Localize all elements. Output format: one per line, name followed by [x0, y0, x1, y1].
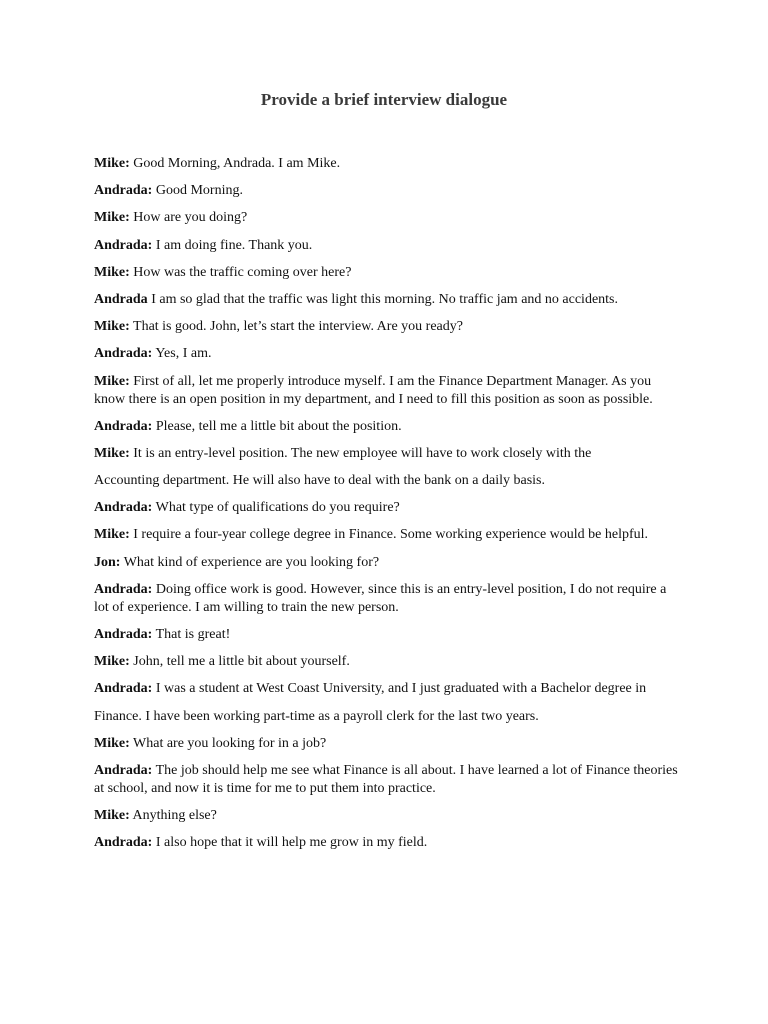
utterance-text: That is great! — [152, 627, 231, 642]
utterance-text: Accounting department. He will also have to deal with the bank on a daily basis. — [94, 473, 545, 489]
dialogue-line — [94, 762, 684, 798]
utterance-text: The job should help me see what Finance is all about. I have learned a lot of Finance theories at school, and now it is time for me to put them into practice. — [94, 762, 678, 796]
speaker-name: Jon: — [94, 554, 121, 570]
utterance-text: What are you looking for in a job? — [129, 735, 327, 751]
dialogue-line — [94, 526, 684, 544]
dialogue-line — [94, 472, 684, 490]
speaker-name: Mike: — [94, 264, 130, 280]
speaker-name: Mike: — [94, 210, 130, 226]
dialogue-line — [94, 373, 684, 409]
dialogue-line — [94, 291, 684, 309]
utterance-text: I am so glad that the traffic was light this morning. No traffic jam and no accidents. — [147, 291, 618, 307]
dialogue-line — [94, 318, 684, 336]
speaker-name: Andrada: — [94, 500, 153, 516]
utterance-text: It is an entry-level position. The new employee will have to work closely with the — [129, 445, 592, 461]
utterance-text: What type of qualifications do you require? — [152, 500, 400, 516]
dialogue-line — [94, 680, 684, 698]
speaker-name: Andrada: — [94, 681, 153, 697]
utterance-text: How are you doing? — [129, 210, 248, 226]
dialogue-line — [94, 264, 684, 282]
utterance-text: Good Morning. — [152, 183, 243, 199]
speaker-name: Andrada: — [94, 835, 153, 851]
utterance-text: That is good. John, let’s start the interview. Are you ready? — [129, 319, 463, 335]
speaker-name: Mike: — [94, 735, 130, 751]
speaker-name: Mike: — [94, 156, 130, 171]
dialogue-line — [94, 581, 684, 617]
utterance-text: Anything else? — [129, 808, 217, 824]
utterance-text: John, tell me a little bit about yourself. — [129, 654, 350, 670]
speaker-name: Andrada: — [94, 183, 153, 199]
speaker-name: Andrada — [94, 291, 148, 307]
document-title: Provide a brief interview dialogue — [260, 90, 508, 109]
dialogue-line — [94, 155, 684, 173]
dialogue-line — [94, 735, 684, 753]
utterance-text: First of all, let me properly introduce myself. I am the Finance Department Manager. As you know there is an open position in my department, and I need to fill this position as soon as possible. — [94, 373, 653, 407]
speaker-name: Mike: — [94, 445, 130, 461]
dialogue-line — [94, 499, 684, 517]
speaker-name: Mike: — [94, 808, 130, 824]
dialogue-line — [94, 182, 684, 200]
dialogue-line — [94, 653, 684, 671]
dialogue-line — [94, 237, 684, 255]
speaker-name: Mike: — [94, 527, 130, 543]
speaker-name: Mike: — [94, 373, 130, 389]
speaker-name: Andrada: — [94, 627, 153, 642]
speaker-name: Andrada: — [94, 346, 153, 362]
utterance-text: I also hope that it will help me grow in my field. — [152, 835, 428, 851]
dialogue-line — [94, 345, 684, 363]
utterance-text: Please, tell me a little bit about the position. — [152, 418, 402, 434]
speaker-name: Andrada: — [94, 418, 153, 434]
dialogue-line — [94, 554, 684, 572]
utterance-text: Good Morning, Andrada. I am Mike. — [129, 156, 341, 171]
dialogue-line — [94, 708, 684, 726]
speaker-name: Andrada: — [94, 762, 153, 778]
utterance-text: How was the traffic coming over here? — [129, 264, 352, 280]
utterance-text: Doing office work is good. However, since this is an entry-level position, I do not require a lot of experience. I am willing to train the new person. — [94, 581, 667, 615]
utterance-text: Yes, I am. — [152, 346, 212, 362]
speaker-name: Mike: — [94, 319, 130, 335]
speaker-name: Andrada: — [94, 237, 153, 253]
utterance-text: I am doing fine. Thank you. — [152, 237, 313, 253]
speaker-name: Andrada: — [94, 581, 153, 597]
dialogue-body — [94, 155, 684, 862]
utterance-text: Finance. I have been working part-time as a payroll clerk for the last two years. — [94, 708, 539, 724]
speaker-name: Mike: — [94, 654, 130, 670]
dialogue-line — [94, 834, 684, 852]
dialogue-line — [94, 418, 684, 436]
utterance-text: I was a student at West Coast University, and I just graduated with a Bachelor degree in — [152, 681, 647, 697]
utterance-text: What kind of experience are you looking for? — [120, 554, 380, 570]
dialogue-line — [94, 209, 684, 227]
dialogue-line — [94, 626, 684, 644]
utterance-text: I require a four-year college degree in Finance. Some working experience would be helpful. — [129, 527, 649, 543]
dialogue-line — [94, 807, 684, 825]
dialogue-line — [94, 445, 684, 463]
